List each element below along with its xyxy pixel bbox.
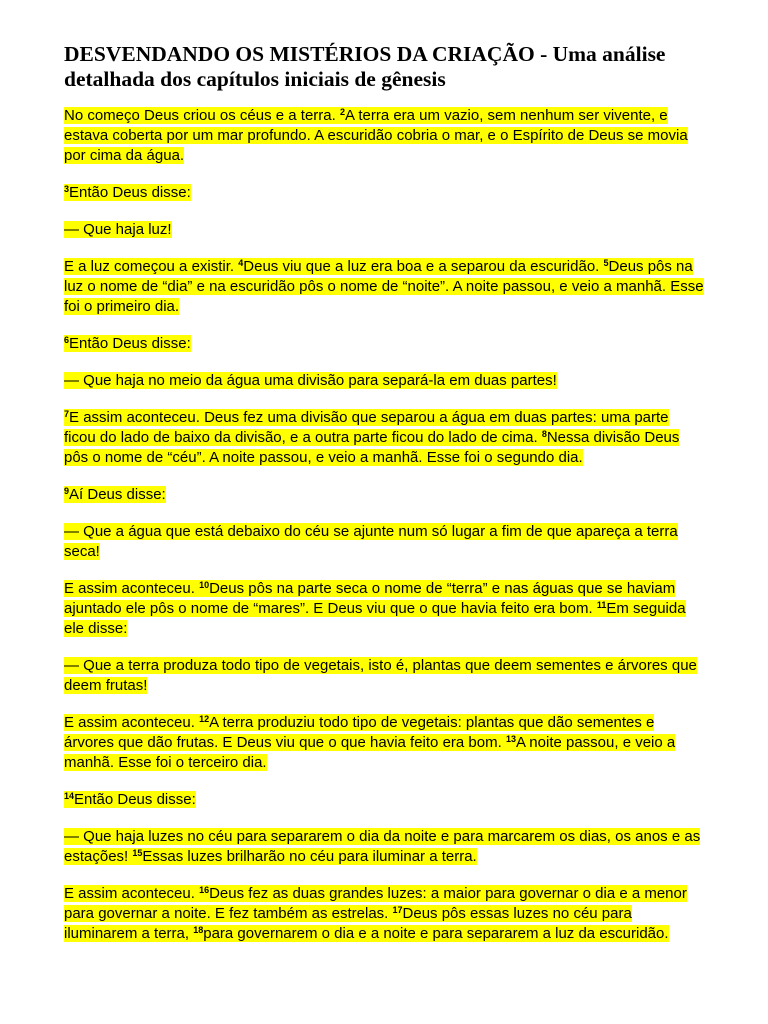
verse-text: A terra era um vazio, sem nenhum ser vivente, e estava coberta por um mar profundo. A escuridão cobria o mar, e o Espírito de Deus se movia por cima da água.: [64, 107, 688, 164]
verse-number: 7: [64, 409, 70, 419]
verse-number: 6: [64, 335, 70, 345]
document-body: [64, 106, 704, 944]
verse-number: 2: [339, 107, 345, 117]
verse-number: 13: [505, 734, 516, 744]
highlighted-text: [64, 828, 700, 865]
highlighted-text: [64, 486, 166, 503]
verse-number: 8: [541, 429, 547, 439]
verse-text: Deus fez as duas grandes luzes: a maior para governar o dia e a menor para governar a noite. E fez também as estrelas.: [64, 885, 687, 922]
paragraph: [64, 884, 704, 944]
highlighted-text: [64, 714, 675, 771]
highlighted-text: [64, 791, 196, 808]
verse-number: 14: [64, 791, 75, 801]
verse-number: 17: [392, 905, 403, 915]
verse-number: 18: [193, 925, 204, 935]
paragraph: [64, 790, 704, 810]
verse-number: 10: [199, 580, 210, 590]
verse-text: — Que a água que está debaixo do céu se ajunte num só lugar a fim de que apareça a terra seca!: [64, 523, 678, 560]
paragraph: [64, 827, 704, 867]
verse-text: Aí Deus disse:: [69, 486, 166, 503]
verse-text: Então Deus disse:: [69, 335, 191, 352]
highlighted-text: [64, 335, 191, 352]
verse-text: — Que haja luz!: [64, 221, 172, 238]
verse-number: 12: [199, 714, 210, 724]
highlighted-text: [64, 409, 679, 466]
verse-text: E assim aconteceu.: [64, 580, 200, 597]
highlighted-text: [64, 580, 686, 637]
highlighted-text: [64, 107, 688, 164]
paragraph: [64, 371, 704, 391]
verse-text: Deus pôs na parte seca o nome de “terra” e nas águas que se haviam ajuntado ele pôs o nome de “mares”. E Deus viu que o que havia feito era bom.: [64, 580, 676, 617]
verse-text: E assim aconteceu. Deus fez uma divisão que separou a água em duas partes: uma parte ficou do lado de baixo da divisão, e a outra parte ficou do lado de cima.: [64, 409, 669, 446]
verse-text: E a luz começou a existir.: [64, 258, 239, 275]
verse-text: Nessa divisão Deus pôs o nome de “céu”. A noite passou, e veio a manhã. Esse foi o segundo dia.: [64, 429, 680, 466]
paragraph: [64, 106, 704, 166]
verse-text: A terra produziu todo tipo de vegetais: plantas que dão sementes e árvores que dão frutas. E Deus viu que o que havia feito era bom.: [64, 714, 655, 751]
verse-text: E assim aconteceu.: [64, 885, 200, 902]
paragraph: [64, 656, 704, 696]
verse-text: Então Deus disse:: [74, 791, 196, 808]
highlighted-text: [64, 657, 697, 694]
paragraph: [64, 579, 704, 639]
highlighted-text: [64, 372, 557, 389]
verse-number: 9: [64, 486, 70, 496]
paragraph: [64, 257, 704, 317]
paragraph: [64, 220, 704, 240]
verse-text: Deus pôs na luz o nome de “dia” e na escuridão pôs o nome de “noite”. A noite passou, e veio a manhã. Esse foi o primeiro dia.: [64, 258, 704, 315]
paragraph: [64, 334, 704, 354]
verse-number: 5: [603, 258, 609, 268]
paragraph: [64, 485, 704, 505]
verse-text: E assim aconteceu.: [64, 714, 200, 731]
verse-number: 3: [64, 184, 70, 194]
verse-text: — Que a terra produza todo tipo de vegetais, isto é, plantas que deem sementes e árvores que deem frutas!: [64, 657, 697, 694]
verse-number: 11: [596, 600, 607, 610]
verse-text: Então Deus disse:: [69, 184, 191, 201]
verse-text: Deus viu que a luz era boa e a separou da escuridão.: [243, 258, 604, 275]
verse-number: 4: [238, 258, 244, 268]
paragraph: [64, 183, 704, 203]
highlighted-text: [64, 523, 678, 560]
paragraph: [64, 713, 704, 773]
verse-text: — Que haja no meio da água uma divisão para separá-la em duas partes!: [64, 372, 557, 389]
paragraph: [64, 408, 704, 468]
verse-text: — Que haja luzes no céu para separarem o dia da noite e para marcarem os dias, os anos e as estações!: [64, 828, 701, 865]
highlighted-text: [64, 184, 191, 201]
verse-text: No começo Deus criou os céus e a terra.: [64, 107, 340, 124]
verse-text: Deus pôs essas luzes no céu para iluminarem a terra,: [64, 905, 632, 942]
verse-text: Em seguida ele disse:: [64, 600, 686, 637]
highlighted-text: [64, 885, 687, 942]
document-title: DESVENDANDO OS MISTÉRIOS DA CRIAÇÃO - Uma análise detalhada dos capítulos iniciais de gênesis: [64, 42, 666, 91]
verse-text: Essas luzes brilharão no céu para iluminar a terra.: [142, 848, 477, 865]
verse-text: para governarem o dia e a noite e para separarem a luz da escuridão.: [203, 925, 669, 942]
highlighted-text: [64, 258, 704, 315]
verse-number: 16: [199, 885, 210, 895]
document-page: [64, 42, 704, 961]
highlighted-text: [64, 221, 172, 238]
verse-number: 15: [132, 848, 143, 858]
paragraph: [64, 522, 704, 562]
verse-text: A noite passou, e veio a manhã. Esse foi o terceiro dia.: [64, 734, 676, 771]
